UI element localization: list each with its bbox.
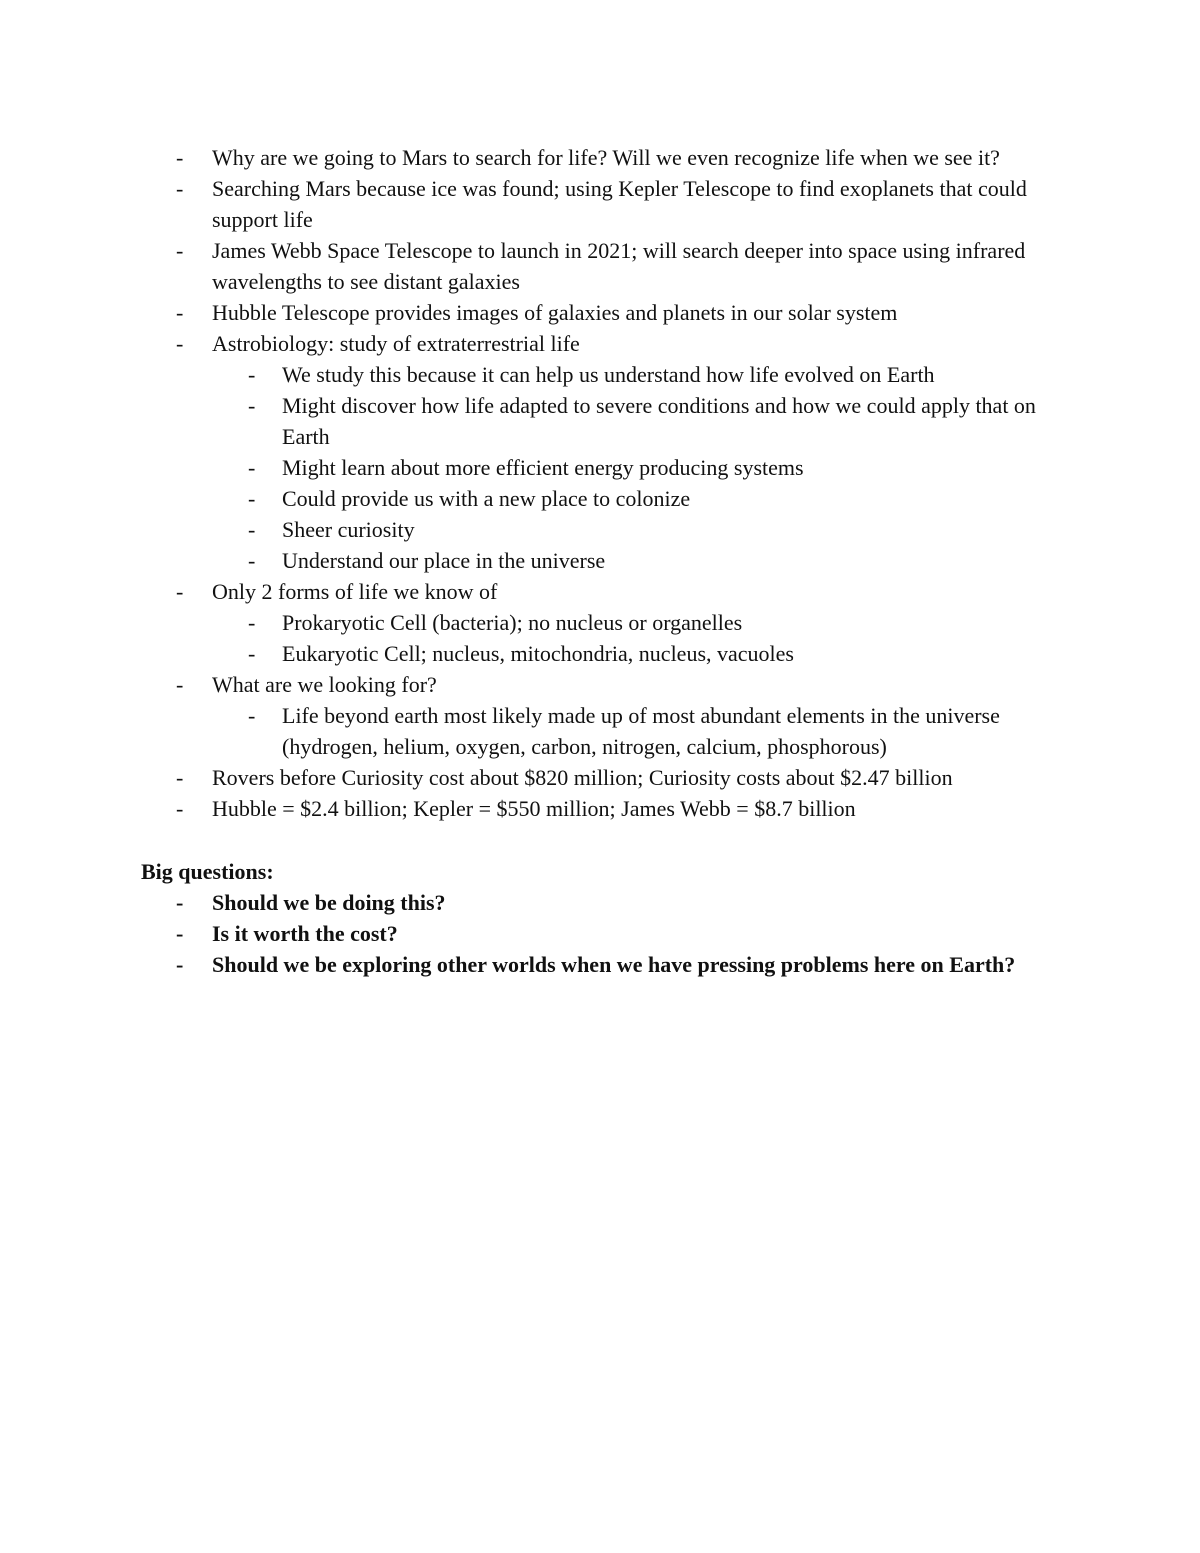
bullet-dash: - (176, 238, 184, 263)
list-item-text: Hubble Telescope provides images of galaxies and planets in our solar system (212, 300, 898, 325)
sub-list-item (212, 390, 1070, 452)
list-item-text: Prokaryotic Cell (bacteria); no nucleus or organelles (282, 610, 743, 635)
notes-list (0, 142, 1200, 824)
bullet-dash: - (248, 641, 256, 666)
list-item-text: Is it worth the cost? (212, 921, 398, 946)
list-item (0, 142, 1200, 173)
list-item-text: Life beyond earth most likely made up of most abundant elements in the universe (hydrogen, helium, oxygen, carbon, nitrogen, calcium, phosphorous) (282, 703, 1000, 759)
bullet-dash: - (248, 703, 256, 728)
sub-list-item (212, 359, 1070, 390)
bullet-dash: - (176, 300, 184, 325)
big-questions-list (0, 887, 1200, 980)
question-item (0, 949, 1200, 980)
bullet-dash: - (248, 517, 256, 542)
bullet-dash: - (176, 579, 184, 604)
list-item (0, 173, 1200, 235)
list-item (0, 235, 1200, 297)
bullet-dash: - (176, 952, 184, 977)
list-item-text: Astrobiology: study of extraterrestrial life (212, 331, 580, 356)
list-item-text: Should we be exploring other worlds when we have pressing problems here on Earth? (212, 952, 1016, 977)
sub-list-item (212, 483, 1070, 514)
list-item-text: Understand our place in the universe (282, 548, 606, 573)
sub-list-item (212, 514, 1070, 545)
sub-list-item (212, 700, 1070, 762)
list-item (0, 576, 1200, 669)
bullet-dash: - (176, 672, 184, 697)
list-item (0, 793, 1200, 824)
bullet-dash: - (248, 548, 256, 573)
bullet-dash: - (176, 145, 184, 170)
list-item (0, 669, 1200, 762)
sub-list-item (212, 607, 1070, 638)
bullet-dash: - (248, 455, 256, 480)
question-item (0, 887, 1200, 918)
list-item (0, 762, 1200, 793)
list-item-text: What are we looking for? (212, 672, 437, 697)
big-questions-heading: Big questions: (141, 859, 274, 884)
bullet-dash: - (176, 765, 184, 790)
list-item-text: Might discover how life adapted to severe conditions and how we could apply that on Earth (282, 393, 1036, 449)
list-item-text: Rovers before Curiosity cost about $820 million; Curiosity costs about $2.47 billion (212, 765, 953, 790)
list-item-text: Sheer curiosity (282, 517, 415, 542)
list-item-text: Hubble = $2.4 billion; Kepler = $550 million; James Webb = $8.7 billion (212, 796, 856, 821)
list-item-text: We study this because it can help us understand how life evolved on Earth (282, 362, 935, 387)
list-item (0, 328, 1200, 576)
sub-list-item (212, 545, 1070, 576)
bullet-dash: - (176, 921, 184, 946)
sub-list (212, 607, 1070, 669)
list-item (0, 297, 1200, 328)
list-item-text: Only 2 forms of life we know of (212, 579, 498, 604)
bullet-dash: - (176, 890, 184, 915)
sub-list (212, 700, 1070, 762)
list-item-text: Why are we going to Mars to search for life? Will we even recognize life when we see it? (212, 145, 1000, 170)
bullet-dash: - (248, 362, 256, 387)
list-item-text: Could provide us with a new place to colonize (282, 486, 691, 511)
list-item-text: Should we be doing this? (212, 890, 446, 915)
sub-list (212, 359, 1070, 576)
bullet-dash: - (176, 176, 184, 201)
list-item-text: James Webb Space Telescope to launch in 2021; will search deeper into space using infrared wavelengths to see distant galaxies (212, 238, 1026, 294)
sub-list-item (212, 452, 1070, 483)
bullet-dash: - (176, 331, 184, 356)
list-item-text: Eukaryotic Cell; nucleus, mitochondria, nucleus, vacuoles (282, 641, 794, 666)
bullet-dash: - (248, 486, 256, 511)
bullet-dash: - (176, 796, 184, 821)
bullet-dash: - (248, 610, 256, 635)
list-item-text: Searching Mars because ice was found; using Kepler Telescope to find exoplanets that could support life (212, 176, 1027, 232)
sub-list-item (212, 638, 1070, 669)
question-item (0, 918, 1200, 949)
list-item-text: Might learn about more efficient energy producing systems (282, 455, 804, 480)
bullet-dash: - (248, 393, 256, 418)
